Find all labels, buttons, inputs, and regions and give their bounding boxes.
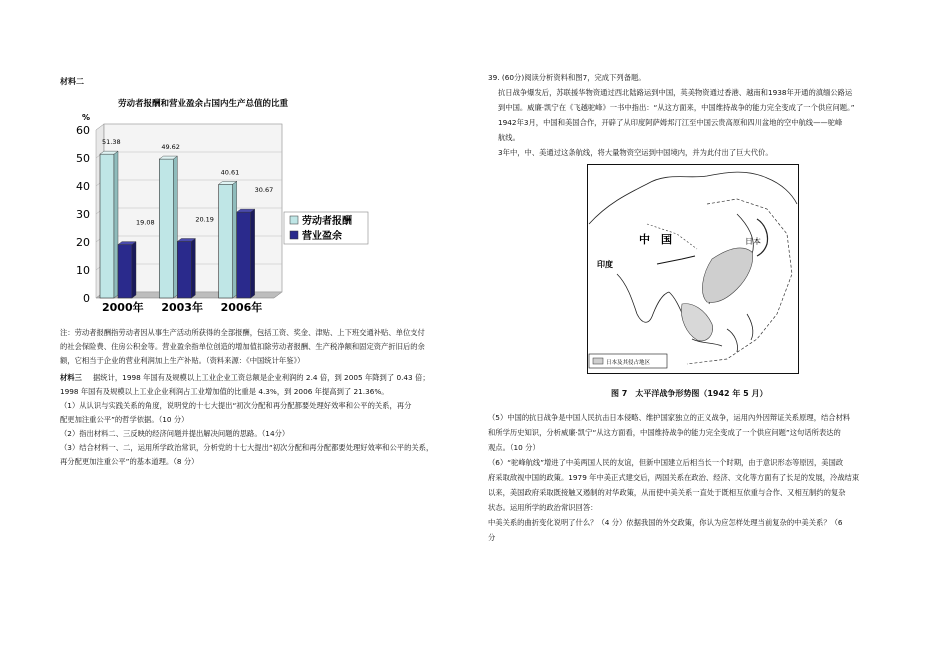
material3-line-1: 据统计，1998 年国有及规模以上工业企业工资总额是企业利润的 2.4 倍，到 2005 年降到了 0.43 倍；	[93, 373, 430, 382]
q6-line-1: （6）“驼峰航线”增进了中美两国人民的友谊，但新中国建立后相当长一个时期，由于意识形态等原因，美国政	[488, 458, 844, 467]
note-line-3: 额，它相当于企业的营业利润加上生产补贴。（资料来源：《中国统计年鉴》）	[60, 356, 305, 365]
data-label-1-2: 49.62	[161, 143, 180, 152]
q39-line-1: 39. (60分)阅读分析资料和图7，完成下列备题。	[488, 73, 646, 82]
legend-swatch-series-1	[290, 216, 298, 224]
chart-title: 劳动者报酬和营业盈余占国内生产总值的比重	[118, 99, 289, 109]
q6-line-2: 府采取敌视中国的政策。1979 年中美正式建交后，两国关系在政治、经济、文化等方面有了长足的发展，冷战结束	[488, 473, 860, 482]
y-tick-label: 30	[76, 208, 90, 221]
q5-line-2: 和所学历史知识，分析威廉·凯宁“从这方面看，中国维持战争的能力完全变成了一个供应问题”这句话所表达的	[488, 428, 841, 437]
map-legend-swatch	[593, 358, 603, 364]
map-legend-label: 日本及其侵占地区	[606, 360, 651, 366]
y-axis-unit: %	[82, 113, 91, 122]
left-question-line-4: （3）结合材料一、二，运用所学政治常识，分析党的十七大提出“初次分配和再分配都要处理好效率和公平的关系，	[60, 443, 434, 452]
data-label-1-1: 51.38	[102, 138, 121, 147]
q39-line-6: 3年中，中、美通过这条航线，将大量物资空运到中国境内，并为此付出了巨大代价。	[498, 148, 773, 157]
x-tick-label-2: 2003年	[161, 301, 203, 314]
y-tick-label: 10	[76, 264, 90, 277]
left-question-line-5: 再分配更加注重公平”的基本道理。（8 分）	[60, 457, 199, 466]
y-tick-label: 0	[83, 292, 90, 305]
bar-1-3	[219, 184, 233, 298]
x-tick-label-1: 2000年	[102, 301, 144, 314]
y-tick-label: 50	[76, 152, 90, 165]
data-label-2-2: 20.19	[195, 215, 214, 224]
q6-line-4: 状态。运用所学的政治常识回答：	[488, 503, 598, 512]
note-line-1: 注：劳动者报酬指劳动者因从事生产活动所获得的全部报酬，包括工资、奖金、津贴、上下班交通补贴、单位支付	[60, 328, 425, 337]
q6-line-3: 以来，美国政府采取既接触又遏制的对华政策，从而使中美关系一直处于既相互依重与合作、又相互制约的复杂	[488, 488, 846, 497]
q6-line-6: 分	[488, 533, 496, 542]
bar-2-2	[177, 241, 191, 298]
data-label-2-1: 19.08	[136, 218, 155, 227]
india-label: 印度	[597, 260, 613, 269]
bar-side-1-2	[173, 156, 177, 298]
bar-side-2-1	[132, 242, 136, 298]
data-label-1-3: 40.61	[220, 168, 240, 177]
q39-line-5: 航线。	[498, 133, 520, 142]
q5-line-3: 观点。（10 分）	[488, 443, 540, 452]
data-label-2-3: 30.67	[254, 186, 274, 195]
y-tick-label: 20	[76, 236, 90, 249]
japan-label: 日本	[745, 237, 761, 246]
china-label: 中 国	[639, 233, 672, 246]
bar-2-3	[237, 212, 251, 298]
left-question-line-1: （1）从认识与实践关系的角度，说明党的十七大提出“初次分配和再分配都要处理好效率和公平的关系，再分	[60, 401, 412, 410]
material3-line-2: 1998 年国有及规模以上工业企业利润占工业增加值的比重是 4.3%，到 2006 年提高到了 21.36%。	[60, 387, 389, 396]
material2-heading: 材料二	[60, 77, 84, 86]
bar-side-1-3	[233, 181, 237, 298]
left-question-line-2: 配更加注重公平”的哲学依据。（10 分）	[60, 415, 189, 424]
legend-swatch-series-2	[290, 231, 298, 239]
map-caption: 图 7 太平洋战争形势图（1942 年 5 月）	[611, 389, 768, 398]
q39-line-3: 到中国。威廉·凯宁在《飞越驼峰》一书中指出：“从这方面来，中国维持战争的能力完全变成了一个供应问题。”	[498, 103, 855, 112]
bar-side-1-1	[114, 151, 118, 298]
pacific-war-map	[587, 164, 799, 374]
y-tick-label: 40	[76, 180, 90, 193]
material3-heading: 材料三	[60, 373, 82, 382]
legend-label-series-2: 营业盈余	[302, 231, 342, 242]
q6-line-5: 中美关系的曲折变化说明了什么？（4 分）依据我国的外交政策，你认为应怎样处理当前复杂的中美关系？（6	[488, 518, 843, 527]
q39-line-4: 1942年3月，中国和美国合作，开辟了从印度阿萨姆邦汀江至中国云贵高原和四川盆地的空中航线——驼峰	[498, 118, 843, 127]
x-tick-label-3: 2006年	[220, 301, 263, 314]
y-tick-label: 60	[76, 124, 90, 137]
bar-side-2-2	[191, 238, 195, 298]
bar-2-1	[118, 245, 132, 298]
chart-legend	[284, 212, 368, 244]
bar-1-2	[159, 159, 173, 298]
bar-chart	[60, 96, 376, 318]
q5-line-1: （5）中国的抗日战争是中国人民抗击日本侵略、维护国家独立的正义战争，运用內外因辩证关系原理，结合材料	[488, 413, 851, 422]
bar-1-1	[100, 154, 114, 298]
left-question-line-3: （2）指出材料二、三反映的经济问题并提出解决问题的思路。（14分）	[60, 429, 290, 438]
bar-side-2-3	[251, 209, 255, 298]
q39-line-2: 抗日战争爆发后，苏联援华物资通过西北陆路运到中国，英美物资通过香港、越南和1938年开通的滇缅公路运	[498, 88, 853, 97]
note-line-2: 的社会保险费、住房公积金等。营业盈余指单位创造的增加值扣除劳动者报酬、生产税净额和固定资产折旧后的余	[60, 342, 425, 351]
legend-label-series-1: 劳动者报酬	[302, 216, 352, 227]
map-frame	[588, 165, 799, 374]
